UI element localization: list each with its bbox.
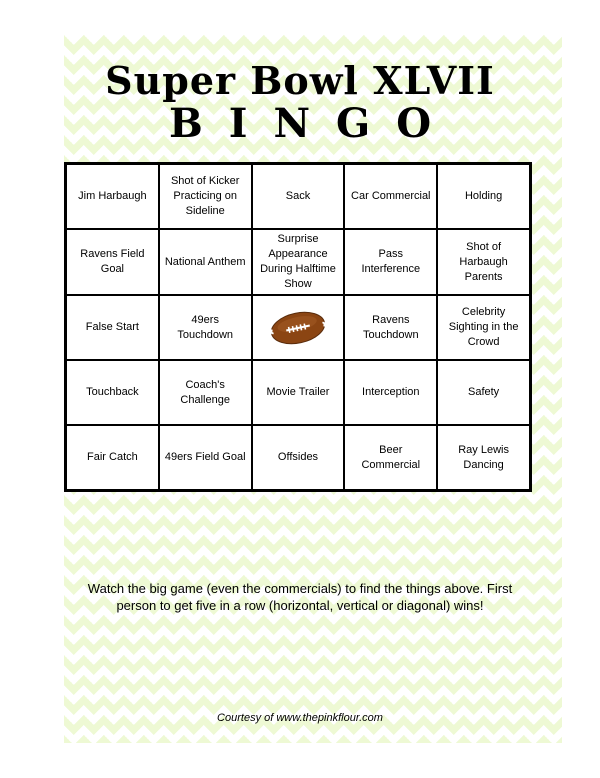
bingo-cell[interactable]: Holding (437, 164, 530, 229)
instructions-text: Watch the big game (even the commercials) to find the things above. First person to get five in a row (horizontal, vertical or diagonal) wins! (87, 581, 513, 613)
bingo-cell[interactable]: Surprise Appearance During Halftime Show (252, 229, 345, 295)
bingo-cell[interactable]: Ray Lewis Dancing (437, 425, 530, 490)
football-icon (268, 307, 328, 349)
bingo-cell[interactable]: 49ers Touchdown (159, 295, 252, 360)
bingo-cell[interactable]: Shot of Kicker Practicing on Sideline (159, 164, 252, 229)
bingo-cell[interactable]: Pass Interference (344, 229, 437, 295)
bingo-cell[interactable]: False Start (66, 295, 159, 360)
bingo-cell[interactable]: Jim Harbaugh (66, 164, 159, 229)
bingo-cell[interactable]: Shot of Harbaugh Parents (437, 229, 530, 295)
bingo-cell[interactable]: Fair Catch (66, 425, 159, 490)
bingo-cell[interactable]: Ravens Field Goal (66, 229, 159, 295)
free-space-cell[interactable] (252, 295, 345, 360)
bingo-cell[interactable]: Touchback (66, 360, 159, 425)
courtesy-credit: Courtesy of www.thepinkflour.com (217, 712, 383, 724)
bingo-cell[interactable]: Car Commercial (344, 164, 437, 229)
bingo-cell[interactable]: Coach's Challenge (159, 360, 252, 425)
page-title: Super Bowl XLVII (105, 58, 495, 103)
bingo-heading: BINGO (168, 100, 458, 147)
bingo-cell[interactable]: National Anthem (159, 229, 252, 295)
bingo-cell[interactable]: Interception (344, 360, 437, 425)
bingo-cell[interactable]: 49ers Field Goal (159, 425, 252, 490)
bingo-cell[interactable]: Celebrity Sighting in the Crowd (437, 295, 530, 360)
bingo-cell[interactable]: Movie Trailer (252, 360, 345, 425)
bingo-grid (64, 162, 532, 492)
bingo-cell[interactable]: Offsides (252, 425, 345, 490)
bingo-cell[interactable]: Beer Commercial (344, 425, 437, 490)
bingo-cell[interactable]: Ravens Touchdown (344, 295, 437, 360)
bingo-cell[interactable]: Safety (437, 360, 530, 425)
bingo-cell[interactable]: Sack (252, 164, 345, 229)
